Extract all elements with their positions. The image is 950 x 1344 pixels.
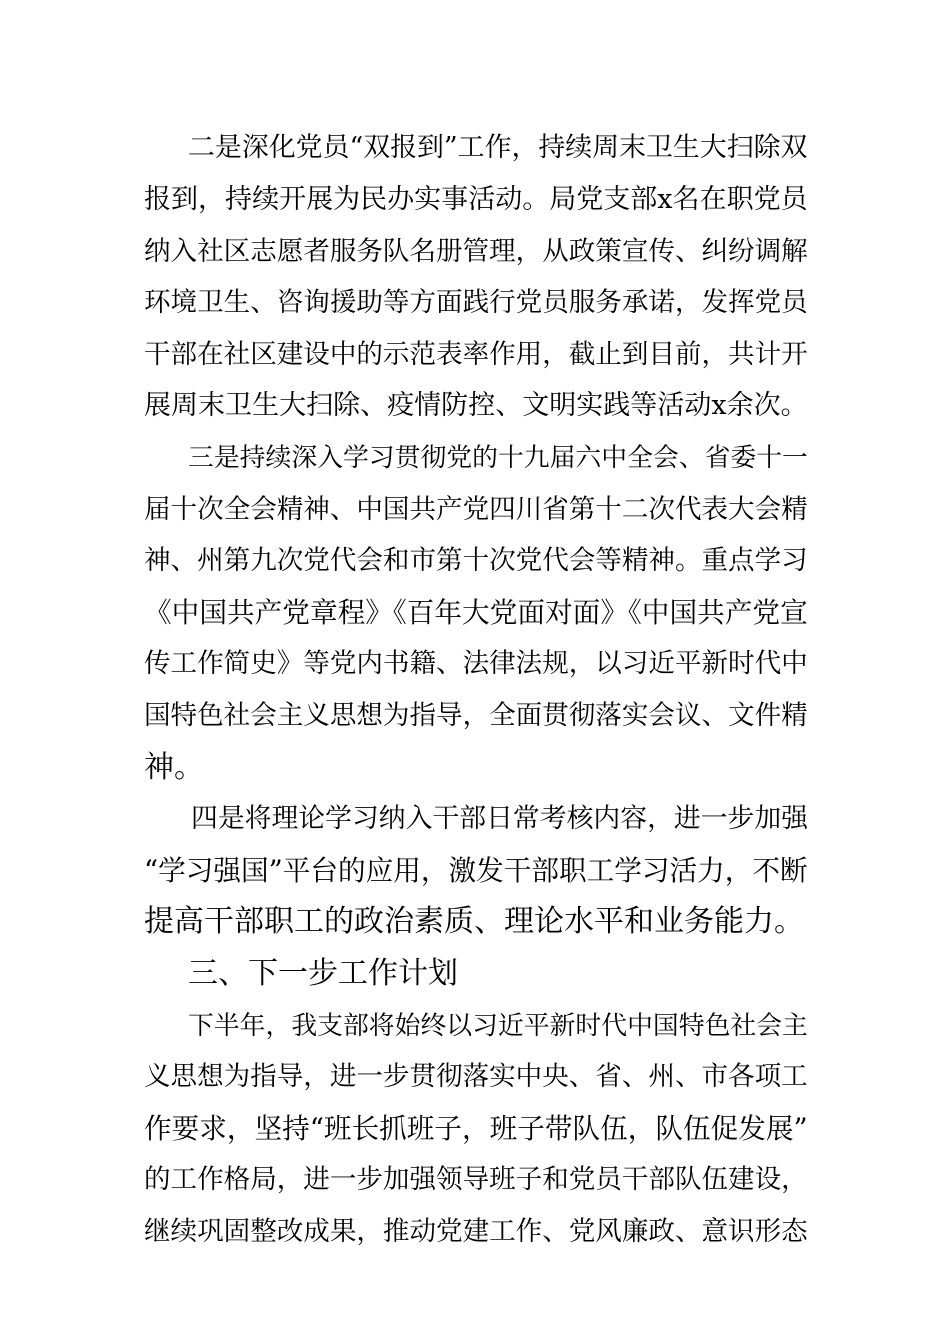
paragraph-line: 神、州第九次党代会和市第十次党代会等精神。重点学习 <box>144 545 808 576</box>
paragraph-line: 神。 <box>144 750 204 785</box>
paragraph-line: 二是深化党员“双报到”工作，持续周末卫生大扫除双 <box>188 132 808 163</box>
paragraph-line: “学习强国”平台的应用，激发干部职工学习活力，不断 <box>144 854 808 887</box>
section-heading: 三、下一步工作计划 <box>188 956 458 991</box>
paragraph-line: 提高干部职工的政治素质、理论水平和业务能力。 <box>144 904 804 939</box>
paragraph-line: 纳入社区志愿者服务队名册管理，从政策宣传、纠纷调解 <box>144 236 808 267</box>
paragraph-line: 展周末卫生大扫除、疫情防控、文明实践等活动x余次。 <box>144 390 808 421</box>
paragraph-line: 作要求，坚持“班长抓班子，班子带队伍，队伍促发展” <box>144 1112 808 1145</box>
paragraph-line: 届十次全会精神、中国共产党四川省第十二次代表大会精 <box>144 494 808 525</box>
paragraph-line: 的工作格局，进一步加强领导班子和党员干部队伍建设， <box>144 1164 808 1195</box>
paragraph-line: 继续巩固整改成果，推动党建工作、党风廉政、意识形态 <box>144 1216 808 1247</box>
paragraph-line: 国特色社会主义思想为指导，全面贯彻落实会议、文件精 <box>144 700 808 731</box>
paragraph-line: 环境卫生、咨询援助等方面践行党员服务承诺，发挥党员 <box>144 287 808 318</box>
paragraph-line: 三是持续深入学习贯彻党的十九届六中全会、省委十一 <box>188 443 808 473</box>
paragraph-line: 《中国共产党章程》《百年大党面对面》《中国共产党宣 <box>144 596 808 629</box>
paragraph-line: 干部在社区建设中的示范表率作用，截止到目前，共计开 <box>144 339 808 370</box>
paragraph-line: 四是将理论学习纳入干部日常考核内容，进一步加强 <box>191 803 809 834</box>
paragraph-line: 报到，持续开展为民办实事活动。局党支部x名在职党员 <box>144 184 808 215</box>
paragraph-line: 传工作简史》等党内书籍、法律法规，以习近平新时代中 <box>144 648 808 679</box>
paragraph-line: 下半年，我支部将始终以习近平新时代中国特色社会主 <box>188 1011 808 1041</box>
paragraph-line: 义思想为指导，进一步贯彻落实中央、省、州、市各项工 <box>144 1061 808 1092</box>
